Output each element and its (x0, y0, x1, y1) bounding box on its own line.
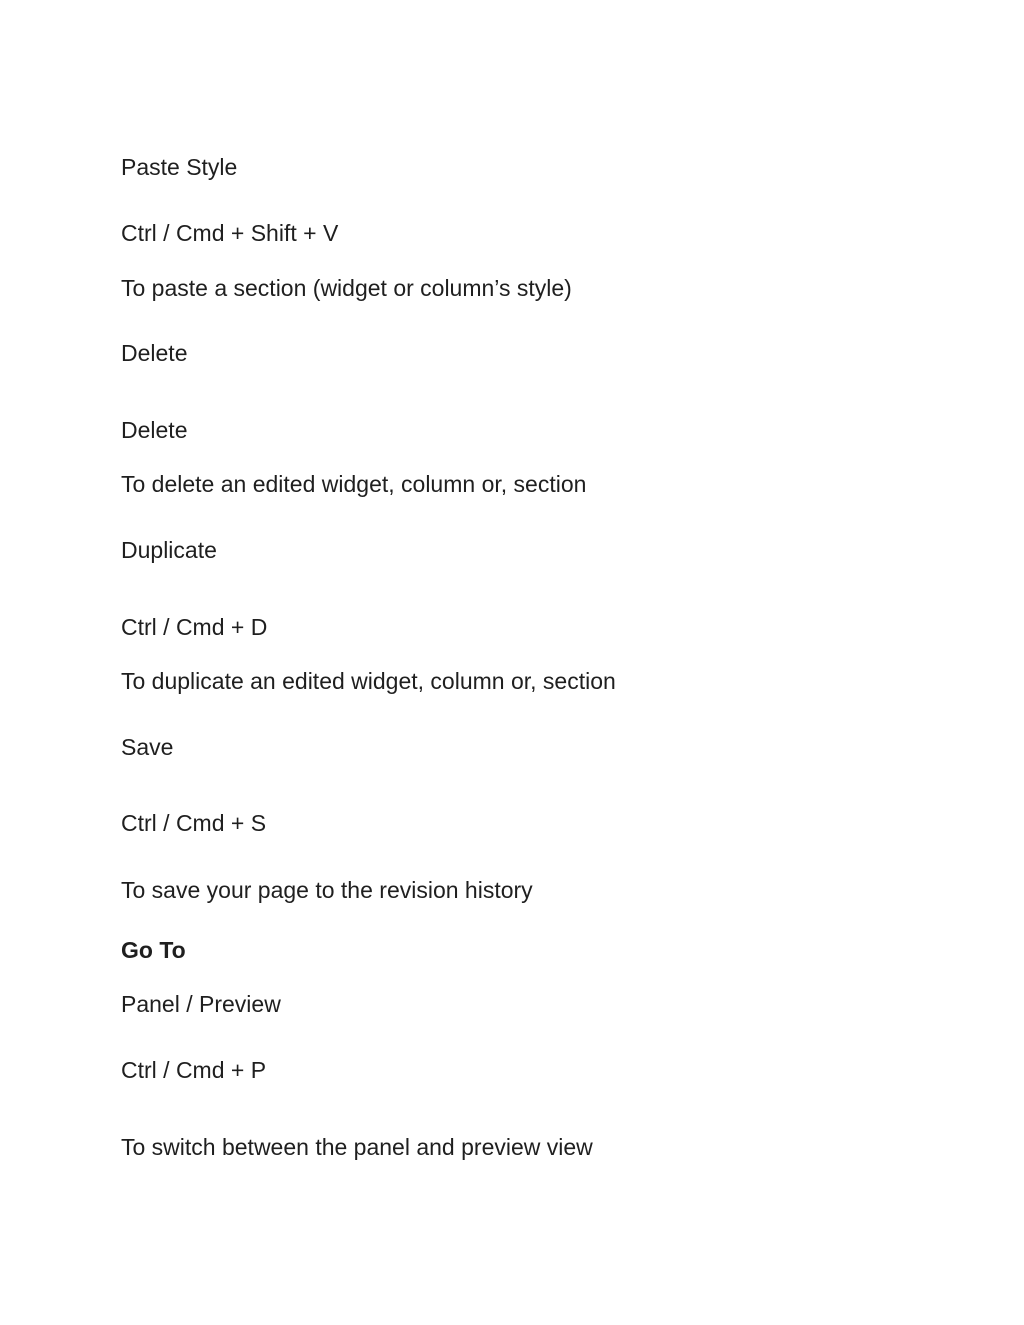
shortcut-name-delete: Delete (121, 340, 188, 366)
shortcut-description-panel-preview: To switch between the panel and preview view (121, 1134, 593, 1160)
shortcut-description-save: To save your page to the revision history (121, 877, 533, 903)
shortcut-description-duplicate: To duplicate an edited widget, column or, section (121, 668, 616, 694)
section-heading-go-to: Go To (121, 937, 186, 963)
shortcut-description-paste-style: To paste a section (widget or column’s style) (121, 275, 572, 301)
shortcut-name-panel-preview: Panel / Preview (121, 991, 281, 1017)
shortcut-keys-paste-style: Ctrl / Cmd + Shift + V (121, 220, 339, 246)
shortcut-name-duplicate: Duplicate (121, 537, 217, 563)
shortcut-keys-panel-preview: Ctrl / Cmd + P (121, 1057, 267, 1083)
shortcut-keys-save: Ctrl / Cmd + S (121, 810, 267, 836)
shortcut-name-paste-style: Paste Style (121, 154, 238, 180)
shortcut-keys-delete: Delete (121, 417, 188, 443)
shortcut-name-save: Save (121, 734, 174, 760)
shortcut-keys-duplicate: Ctrl / Cmd + D (121, 614, 268, 640)
shortcut-description-delete: To delete an edited widget, column or, section (121, 471, 587, 497)
